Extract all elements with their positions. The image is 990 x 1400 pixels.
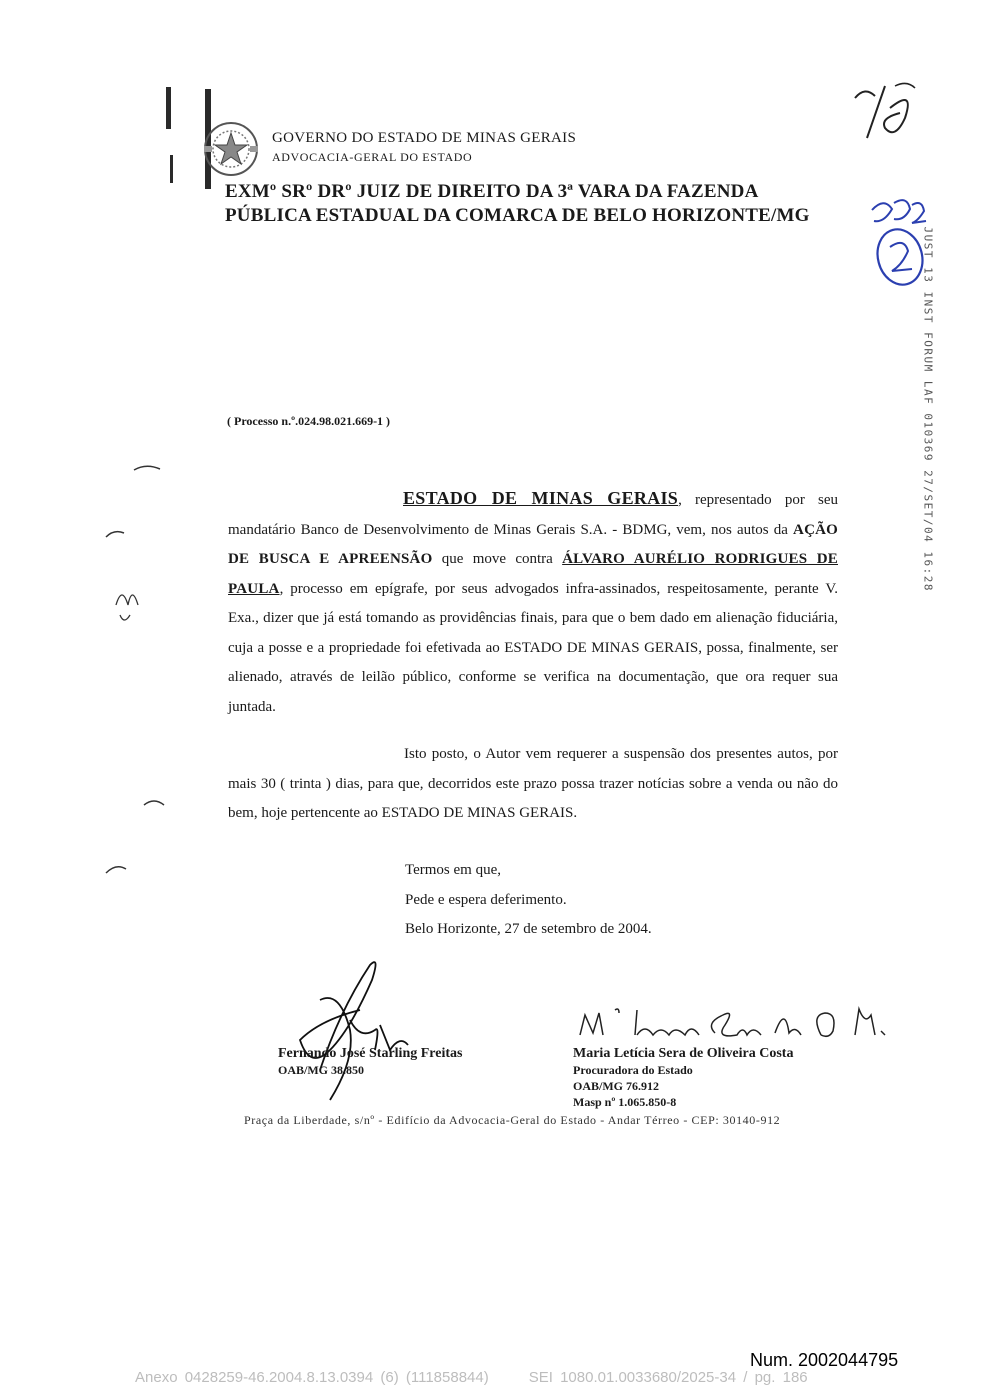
signature-block-left (278, 1046, 462, 1078)
closing-block (405, 856, 652, 945)
header-government: GOVERNO DO ESTADO DE MINAS GERAIS (272, 130, 577, 146)
header-agency: ADVOCACIA-GERAL DO ESTADO (272, 150, 473, 164)
annex-right: SEI 1080.01.0033680/2025-34 / pg. 186 (528, 1369, 808, 1386)
address-line-1: EXMº SRº DRº JUIZ DE DIREITO DA 3ª VARA DA FAZENDA (225, 181, 759, 202)
defendant-name: ÁLVARO AURÉLIO RODRIGUES DE PAULA (228, 551, 838, 597)
closing-line-1: Termos em que, (405, 862, 502, 878)
state-coat-of-arms-icon (200, 120, 262, 178)
paragraph-1-text-b: que move contra (432, 551, 563, 567)
paragraph-1 (228, 484, 838, 722)
signature-fernando (280, 950, 420, 1110)
signature-maria (575, 995, 905, 1050)
action-name: AÇÃO DE BUSCA E APREENSÃO (228, 521, 838, 567)
signer-right-name: Maria Letícia Sera de Oliveira Costa (573, 1046, 794, 1061)
page-mark-top-right: 198 (845, 78, 847, 79)
signer-right-oab: OAB/MG 76.912 (573, 1079, 659, 1093)
document-number: Num. 2002044795 (750, 1350, 899, 1370)
signer-right-role: Procuradora do Estado (573, 1063, 693, 1077)
address-line-2: PÚBLICA ESTADUAL DA COMARCA DE BELO HORIZONTE/MG (225, 205, 810, 226)
page-mark-circled: 962 (862, 195, 864, 196)
signer-left-oab: OAB/MG 38.850 (278, 1063, 364, 1077)
address-heading (225, 180, 810, 228)
annex-left: Anexo 0428259-46.2004.8.13.0394 (6) (111858844) (135, 1369, 489, 1386)
process-number: ( Processo n.º.024.98.021.669-1 ) (227, 414, 391, 428)
margin-marks (100, 455, 170, 885)
closing-line-2: Pede e espera deferimento. (405, 891, 567, 908)
signer-left-name: Fernando José Starling Freitas (278, 1046, 463, 1061)
closing-line-3: Belo Horizonte, 27 de setembro de 2004. (405, 921, 652, 937)
handwritten-page-number (845, 78, 925, 148)
state-name: ESTADO DE MINAS GERAIS (403, 488, 679, 508)
signature-block-right (573, 1046, 793, 1110)
paragraph-1-text-a: , representado por seu mandatário Banco de Desenvolvimento de Minas Gerais S.A. - BDMG, vem, nos autos da (228, 492, 838, 538)
annex-line (135, 1369, 808, 1386)
paragraph-2: Isto posto, o Autor vem requerer a suspensão dos presentes autos, por mais 30 ( trinta ) dias, para que, decorridos este prazo possa trazer notícias sobre a venda ou não do bem, hoje pertencente ao ESTADO DE MINAS GERAIS. (228, 746, 838, 821)
paragraph-1-text-c: , processo em epígrafe, por seus advogados infra-assinados, respeitosamente, perante V. Exa., dizer que já está tomando as providências finais, para que o bem dado em alienação fiduciária, cuja a posse e a propriedade foi efetivada ao ESTADO DE MINAS GERAIS, possa, finalmente, ser alienado, através de leilão público, conforme se verifica na documentação, que ora requer sua juntada. (228, 580, 838, 715)
signer-right-masp: Masp nº 1.065.850-8 (573, 1095, 677, 1109)
protocol-stamp: JUST 13 INST FORUM LAF 010369 27/SET/04 16:28 (921, 226, 935, 593)
footer-address: Praça da Liberdade, s/nº - Edifício da Advocacia-Geral do Estado - Andar Térreo - CEP: 30140-912 (244, 1113, 781, 1127)
